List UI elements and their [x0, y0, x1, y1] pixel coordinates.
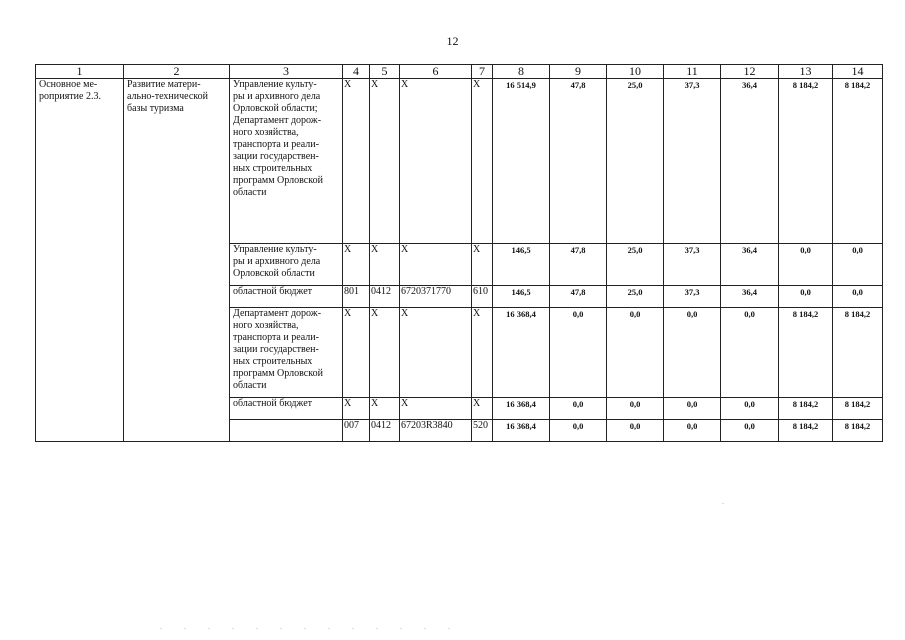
budget-code-cell: X	[370, 79, 400, 244]
header-cell: 4	[343, 65, 370, 79]
budget-code-cell: X	[400, 398, 472, 420]
amount-cell: 8 184,2	[833, 308, 883, 398]
header-cell: 14	[833, 65, 883, 79]
budget-code-cell: X	[343, 79, 370, 244]
amount-cell: 8 184,2	[779, 398, 833, 420]
header-cell: 2	[124, 65, 230, 79]
header-cell: 6	[400, 65, 472, 79]
budget-code-cell: X	[472, 308, 493, 398]
executor-cell: Департамент дорож- ного хозяйства, транспорта и реали- зации государствен- ных строительных программ Орловской области	[230, 308, 343, 398]
amount-cell: 37,3	[664, 244, 721, 286]
amount-cell: 0,0	[607, 308, 664, 398]
budget-code-cell: X	[472, 244, 493, 286]
header-cell: 10	[607, 65, 664, 79]
amount-cell: 0,0	[664, 420, 721, 442]
amount-cell: 8 184,2	[779, 420, 833, 442]
amount-cell: 0,0	[779, 286, 833, 308]
amount-cell: 0,0	[607, 398, 664, 420]
executor-cell	[230, 420, 343, 442]
amount-cell: 47,8	[550, 286, 607, 308]
header-cell: 9	[550, 65, 607, 79]
budget-code-cell: X	[370, 398, 400, 420]
amount-cell: 25,0	[607, 244, 664, 286]
measure-title-cell: Развитие матери- ально-технической базы туризма	[124, 79, 230, 442]
amount-cell: 47,8	[550, 244, 607, 286]
amount-cell: 8 184,2	[833, 420, 883, 442]
header-cell: 5	[370, 65, 400, 79]
amount-cell: 0,0	[833, 286, 883, 308]
amount-cell: 0,0	[664, 308, 721, 398]
amount-cell: 146,5	[493, 244, 550, 286]
budget-code-cell: 6720371770	[400, 286, 472, 308]
page-number: 12	[446, 34, 459, 48]
amount-cell: 8 184,2	[779, 308, 833, 398]
scan-speck: .	[722, 497, 724, 506]
budget-code-cell: 801	[343, 286, 370, 308]
budget-code-cell: 0412	[370, 286, 400, 308]
budget-code-cell: 0412	[370, 420, 400, 442]
amount-cell: 0,0	[550, 420, 607, 442]
header-cell: 3	[230, 65, 343, 79]
amount-cell: 0,0	[721, 420, 779, 442]
budget-code-cell: X	[370, 308, 400, 398]
budget-code-cell: X	[343, 398, 370, 420]
amount-cell: 37,3	[664, 79, 721, 244]
budget-code-cell: X	[472, 398, 493, 420]
amount-cell: 36,4	[721, 286, 779, 308]
budget-code-cell: X	[472, 79, 493, 244]
amount-cell: 0,0	[550, 398, 607, 420]
amount-cell: 25,0	[607, 286, 664, 308]
header-cell: 11	[664, 65, 721, 79]
measure-cell: Основное ме- роприятие 2.3.	[36, 79, 124, 442]
amount-cell: 0,0	[721, 308, 779, 398]
scan-speck: . . . . . . . . . . . . .	[160, 622, 460, 631]
header-cell: 12	[721, 65, 779, 79]
budget-code-cell: X	[343, 308, 370, 398]
amount-cell: 25,0	[607, 79, 664, 244]
amount-cell: 36,4	[721, 244, 779, 286]
amount-cell: 0,0	[721, 398, 779, 420]
budget-code-cell: X	[400, 244, 472, 286]
amount-cell: 0,0	[607, 420, 664, 442]
header-cell: 7	[472, 65, 493, 79]
amount-cell: 0,0	[664, 398, 721, 420]
amount-cell: 146,5	[493, 286, 550, 308]
header-cell: 1	[36, 65, 124, 79]
budget-code-cell: X	[400, 308, 472, 398]
amount-cell: 0,0	[550, 308, 607, 398]
budget-code-cell: X	[343, 244, 370, 286]
header-cell: 8	[493, 65, 550, 79]
amount-cell: 0,0	[779, 244, 833, 286]
amount-cell: 16 368,4	[493, 308, 550, 398]
executor-cell: областной бюджет	[230, 398, 343, 420]
budget-code-cell: 610	[472, 286, 493, 308]
amount-cell: 8 184,2	[779, 79, 833, 244]
table-row	[36, 79, 883, 244]
budget-code-cell: X	[400, 79, 472, 244]
amount-cell: 16 368,4	[493, 420, 550, 442]
amount-cell: 16 514,9	[493, 79, 550, 244]
amount-cell: 8 184,2	[833, 398, 883, 420]
header-cell: 13	[779, 65, 833, 79]
budget-code-cell: X	[370, 244, 400, 286]
amount-cell: 0,0	[833, 244, 883, 286]
header-row	[36, 65, 883, 79]
amount-cell: 37,3	[664, 286, 721, 308]
budget-table	[35, 64, 883, 442]
amount-cell: 16 368,4	[493, 398, 550, 420]
budget-code-cell: 520	[472, 420, 493, 442]
amount-cell: 47,8	[550, 79, 607, 244]
executor-cell: Управление культу- ры и архивного дела Орловской области; Департамент дорож- ного хозяйства, транспорта и реали- зации государствен- ных строительных программ Орловской области	[230, 79, 343, 244]
amount-cell: 36,4	[721, 79, 779, 244]
budget-code-cell: 67203R3840	[400, 420, 472, 442]
executor-cell: Управление культу- ры и архивного дела Орловской области	[230, 244, 343, 286]
executor-cell: областной бюджет	[230, 286, 343, 308]
budget-code-cell: 007	[343, 420, 370, 442]
amount-cell: 8 184,2	[833, 79, 883, 244]
